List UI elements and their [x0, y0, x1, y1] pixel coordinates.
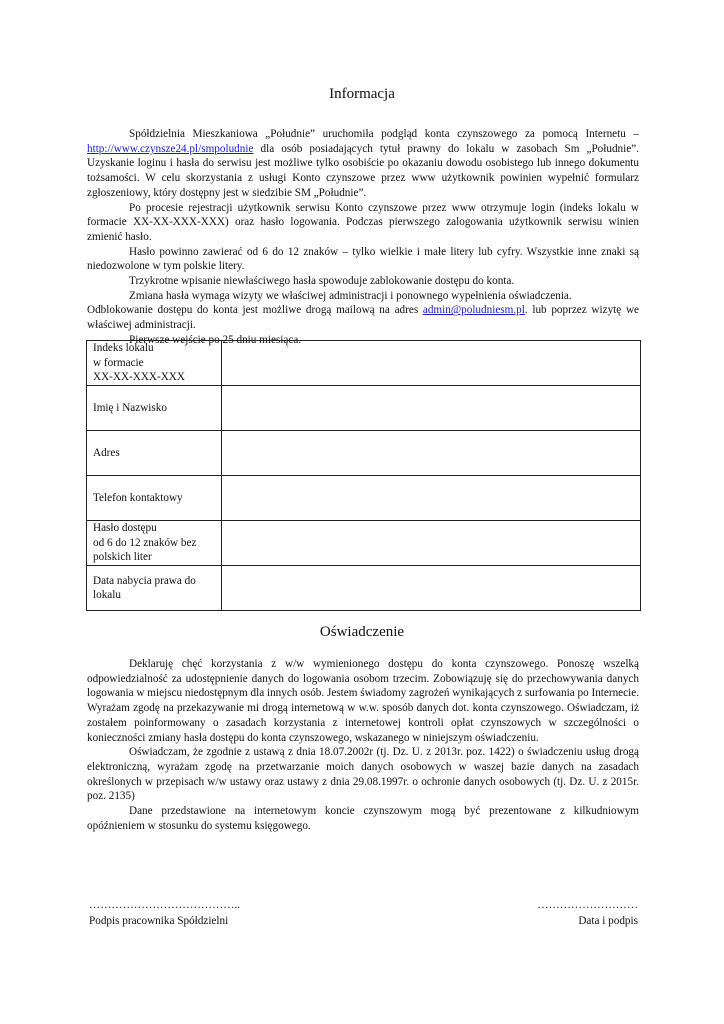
label-line: Imię i Nazwisko: [93, 401, 167, 414]
label-line: Hasło dostępu: [93, 522, 157, 535]
info-p1-text-cont: dla osób posiadających tytuł prawny do lokalu w zasobach Sm „Południe”. Uzyskanie loginu i hasła do serwisu jest możliwe tylko osobiście po okazaniu dowodu osobistego lub innego dokumentu tożsamości. W celu skorzystania z usługi Konto czynszowe przez www użytkownik powinien wypełnić formularz zgłoszeniowy, który dostępny jest w siedzibie SM „Południe”.: [87, 142, 639, 199]
form-row-password: [87, 521, 641, 566]
info-paragraph-6: [87, 303, 639, 332]
form-row-address: [87, 431, 641, 476]
form-label-password: [87, 521, 222, 566]
declaration-section: [87, 657, 639, 833]
declaration-paragraph-3: Dane przedstawione na internetowym koncie czynszowym mogą być prezentowane z kilkudniowym opóźnieniem w stosunku do systemu księgowego.: [87, 805, 639, 832]
label-line: od 6 do 12 znaków bez: [93, 536, 197, 549]
declaration-paragraph-1: Deklaruję chęć korzystania z w/w wymienionego dostępu do konta czynszowego. Ponoszę wszelką odpowiedzialność za udostępnienie danych do logowania osobom trzecim. Zobowiązuję się do przechowywania danych logowania w miejscu niedostępnym dla innych osób. Jestem świadomy zagrożeń wynikających z surfowania po Internecie. Wyrażam zgodę na przekazywanie mi drogą internetową w w.w. sposób danych dot. konta czynszowego. Oświadczam, iż zostałem poinformowany o zasadach korzystania z internetowej kontroli opłat czynszowych w szczególności o konieczności zmiany hasła dostępu do konta czynszowego, wskazanego w niniejszym oświadczeniu.: [87, 658, 639, 744]
form-field-ownership-date[interactable]: [222, 566, 641, 611]
label-line: Data nabycia prawa do: [93, 574, 196, 587]
form-row-index: [87, 341, 641, 386]
label-line: Adres: [93, 446, 120, 459]
info-p6-text-cont: . lub poprzez wizytę we właściwej administracji.: [87, 304, 639, 332]
info-paragraph-2: Po procesie rejestracji użytkownik serwisu Konto czynszowe przez www otrzymuje login (indeks lokalu w formacie XX-XX-XXX-XXX) oraz hasło logowania. Podczas pierwszego zalogowania użytkownik serwisu winien zmienić hasło.: [87, 201, 639, 243]
info-paragraph-4: Trzykrotne wpisanie niewłaściwego hasła spowoduje zablokowanie dostępu do konta.: [129, 275, 515, 288]
label-line: Indeks lokalu: [93, 342, 154, 355]
declaration-paragraph-2: Oświadczam, że zgodnie z ustawą z dnia 18.07.2002r (tj. Dz. U. z 2013r. poz. 1422) o świadczeniu usług drogą elektroniczną, wyrażam zgodę na przetwarzanie moich danych osobowych w waszej bazie danych na zasadach określonych w przepisach w/w ustawy oraz ustawy z dnia 29.08.1997r. o ochronie danych osobowych (tj. Dz. U. z 2015r. poz. 2135): [87, 746, 639, 803]
form-field-phone[interactable]: [222, 476, 641, 521]
form-label-ownership-date: [87, 566, 222, 611]
admin-email-link[interactable]: admin@poludniesm.pl: [422, 304, 525, 317]
date-signature-block: [537, 897, 638, 929]
signature-line: ………………………: [537, 899, 638, 911]
form-field-index[interactable]: [222, 341, 641, 386]
form-row-phone: [87, 476, 641, 521]
info-paragraph-1: [87, 127, 639, 201]
form-row-name: [87, 386, 641, 431]
info-paragraph-3: Hasło powinno zawierać od 6 do 12 znaków – tylko wielkie i małe litery lub cyfry. Wszystkie inne znaki są niedozwolone w tym polskie litery.: [87, 245, 639, 273]
form-label-index: [87, 341, 222, 386]
info-p1-text: Spółdzielnia Mieszkaniowa „Południe” uruchomiła podgląd konta czynszowego za pomocą Internetu –: [129, 128, 639, 140]
info-paragraph-5: Zmiana hasła wymaga wizyty we właściwej administracji i ponownego wypełnienia oświadczenia.: [129, 289, 572, 302]
label-line: lokalu: [93, 589, 121, 601]
form-field-name[interactable]: [222, 386, 641, 431]
label-line: Telefon kontaktowy: [93, 491, 183, 504]
czynsze24-link[interactable]: http://www.czynsze24.pl/smpoludnie: [87, 142, 254, 155]
info-title: Informacja: [329, 86, 395, 102]
employee-signature-block: [89, 897, 240, 929]
form-field-password[interactable]: [222, 521, 641, 566]
label-line: w formacie: [93, 356, 144, 369]
label-line: polskich liter: [93, 551, 152, 564]
signature-line: …………………………………..: [89, 899, 241, 911]
form-label-address: [87, 431, 222, 476]
info-p6-text: Odblokowanie dostępu do konta jest możliwe drogą mailową na adres: [87, 304, 423, 317]
label-line: XX-XX-XXX-XXX: [93, 371, 185, 384]
info-section: [87, 127, 639, 348]
date-signature-label: Data i podpis: [578, 915, 638, 927]
form-label-phone: [87, 476, 222, 521]
registration-form-table: [86, 340, 641, 611]
employee-signature-label: Podpis pracownika Spółdzielni: [89, 915, 229, 927]
form-row-ownership-date: [87, 566, 641, 611]
form-field-address[interactable]: [222, 431, 641, 476]
declaration-title: Oświadczenie: [319, 624, 405, 640]
form-label-name: [87, 386, 222, 431]
info-paragraph-7: Pierwsze wejście po 25 dniu miesiąca.: [129, 333, 302, 346]
